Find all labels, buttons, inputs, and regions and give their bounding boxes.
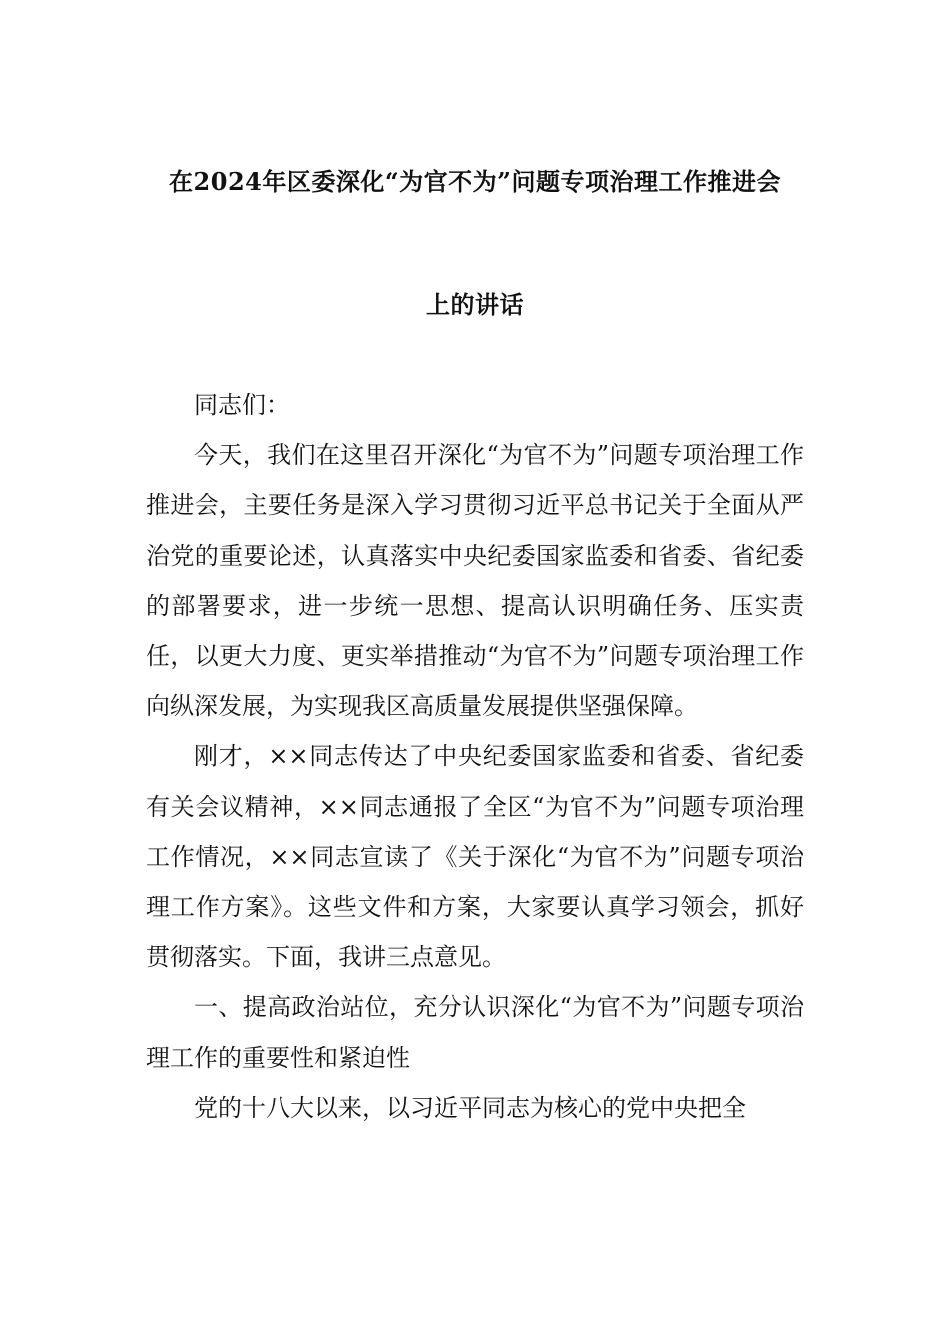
- paragraph-opening: 今天，我们在这里召开深化“为官不为”问题专项治理工作推进会，主要任务是深入学习贯彻习近平总书记关于全面从严治党的重要论述，认真落实中央纪委国家监委和省委、省纪委的部署要求，进一步统一思想、提高认识明确任务、压实责任，以更大力度、更实举措推动“为官不为”问题专项治理工作向纵深发展，为实现我区高质量发展提供坚强保障。: [146, 441, 804, 721]
- salutation: 同志们：: [194, 391, 290, 419]
- paragraph-background: 刚才，××同志传达了中央纪委国家监委和省委、省纪委有关会议精神，××同志通报了全区“为官不为”问题专项治理工作情况，××同志宣读了《关于深化“为官不为”问题专项治理工作方案》。这些文件和方案，大家要认真学习领会，抓好贯彻落实。下面，我讲三点意见。: [146, 742, 804, 972]
- paragraph-section-1-start: 党的十八大以来，以习近平同志为核心的党中央把全: [194, 1093, 746, 1122]
- section-heading-1: 一、提高政治站位，充分认识深化“为官不为”问题专项治理工作的重要性和紧迫性: [146, 993, 804, 1072]
- document-title-line-1: 在2024年区委深化“为官不为”问题专项治理工作推进会: [169, 167, 781, 196]
- document-body: [146, 380, 804, 1133]
- document-title-line-2: 上的讲话: [426, 290, 524, 319]
